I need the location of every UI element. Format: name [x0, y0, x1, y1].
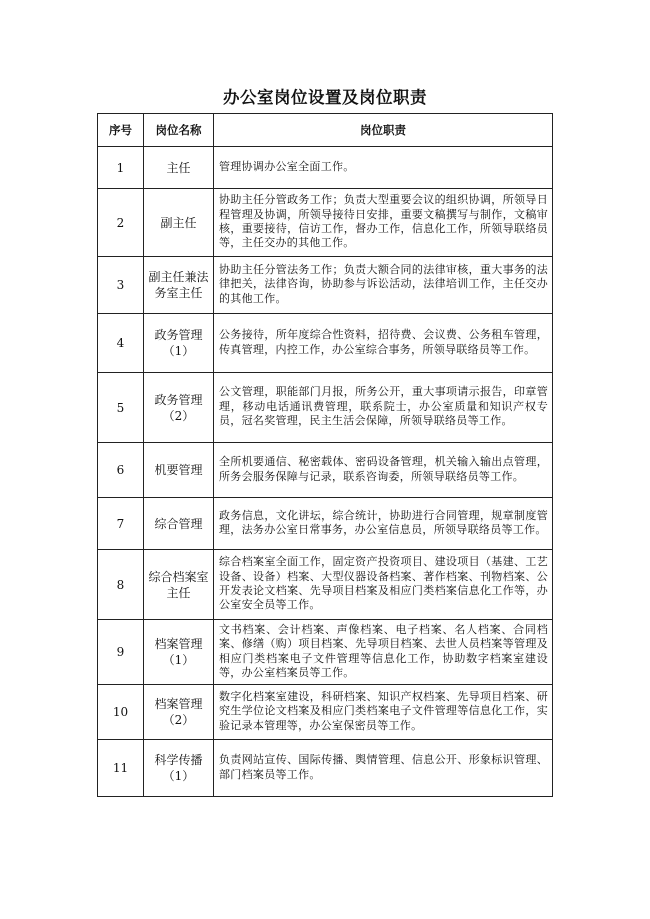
row-position: 副主任兼法务室主任 [144, 257, 214, 314]
row-duties: 公务接待，所年度综合性资料，招待费、会议费、公务租车管理，传真管理，内控工作，办公室综合事务，所领导联络员等工作。 [214, 314, 553, 373]
table-row [98, 314, 553, 373]
row-no: 4 [98, 314, 144, 373]
row-duties: 管理协调办公室全面工作。 [214, 147, 553, 189]
table-row [98, 189, 553, 257]
row-duties: 数字化档案室建设，科研档案、知识产权档案、先导项目档案、研究生学位论文档案及相应门类档案电子文件管理等信息化工作，实验记录本管理等，办公室保密员等工作。 [214, 685, 553, 740]
table-row [98, 620, 553, 685]
row-position: 主任 [144, 147, 214, 189]
row-position: 副主任 [144, 189, 214, 257]
row-duties: 文书档案、会计档案、声像档案、电子档案、名人档案、合同档案、修缮（购）项目档案、先导项目档案、去世人员档案等管理及相应门类档案电子文件管理等信息化工作，协助数字档案室建设等，办公室档案员等工作。 [214, 620, 553, 685]
row-no: 8 [98, 550, 144, 620]
row-duties: 协助主任分管政务工作；负责大型重要会议的组织协调，所领导日程管理及协调，所领导接待日安排，重要文稿撰写与制作，文稿审核，重要接待，信访工作，督办工作，信息化工作，所领导联络员等，主任交办的其他工作。 [214, 189, 553, 257]
table-row [98, 373, 553, 443]
table-row [98, 550, 553, 620]
row-no: 2 [98, 189, 144, 257]
row-no: 3 [98, 257, 144, 314]
row-no: 5 [98, 373, 144, 443]
row-no: 7 [98, 498, 144, 550]
duties-table [97, 113, 553, 797]
table-row [98, 498, 553, 550]
table-row [98, 257, 553, 314]
header-position: 岗位名称 [144, 114, 214, 147]
row-position: 政务管理（1） [144, 314, 214, 373]
header-duties: 岗位职责 [214, 114, 553, 147]
page-title: 办公室岗位设置及岗位职责 [223, 88, 427, 107]
table-row [98, 443, 553, 498]
row-no: 6 [98, 443, 144, 498]
row-duties: 公文管理，职能部门月报，所务公开，重大事项请示报告，印章管理，移动电话通讯费管理，联系院士，办公室质量和知识产权专员，冠名奖管理，民主生活会保障，所领导联络员等工作。 [214, 373, 553, 443]
row-no: 9 [98, 620, 144, 685]
row-position: 机要管理 [144, 443, 214, 498]
row-position: 档案管理（2） [144, 685, 214, 740]
row-position: 综合管理 [144, 498, 214, 550]
table-header-row [98, 114, 553, 147]
row-position: 综合档案室主任 [144, 550, 214, 620]
row-no: 10 [98, 685, 144, 740]
header-no: 序号 [98, 114, 144, 147]
row-duties: 综合档案室全面工作，固定资产投资项目、建设项目（基建、工艺设备、设备）档案、大型仪器设备档案、著作档案、刊物档案、公开发表论文档案、先导项目档案及相应门类档案信息化工作等，办公室安全员等工作。 [214, 550, 553, 620]
table-row [98, 147, 553, 189]
row-duties: 政务信息，文化讲坛，综合统计，协助进行合同管理，规章制度管理，法务办公室日常事务，办公室信息员，所领导联络员等工作。 [214, 498, 553, 550]
row-position: 档案管理（1） [144, 620, 214, 685]
row-position: 政务管理（2） [144, 373, 214, 443]
table-row [98, 740, 553, 797]
row-duties: 协助主任分管法务工作；负责大额合同的法律审核，重大事务的法律把关，法律咨询，协助参与诉讼活动，法律培训工作，主任交办的其他工作。 [214, 257, 553, 314]
table-row [98, 685, 553, 740]
row-duties: 负责网站宣传、国际传播、舆情管理、信息公开、形象标识管理、部门档案员等工作。 [214, 740, 553, 797]
row-no: 11 [98, 740, 144, 797]
row-duties: 全所机要通信、秘密载体、密码设备管理，机关输入输出点管理，所务会服务保障与记录，联系咨询委，所领导联络员等工作。 [214, 443, 553, 498]
row-position: 科学传播（1） [144, 740, 214, 797]
row-no: 1 [98, 147, 144, 189]
